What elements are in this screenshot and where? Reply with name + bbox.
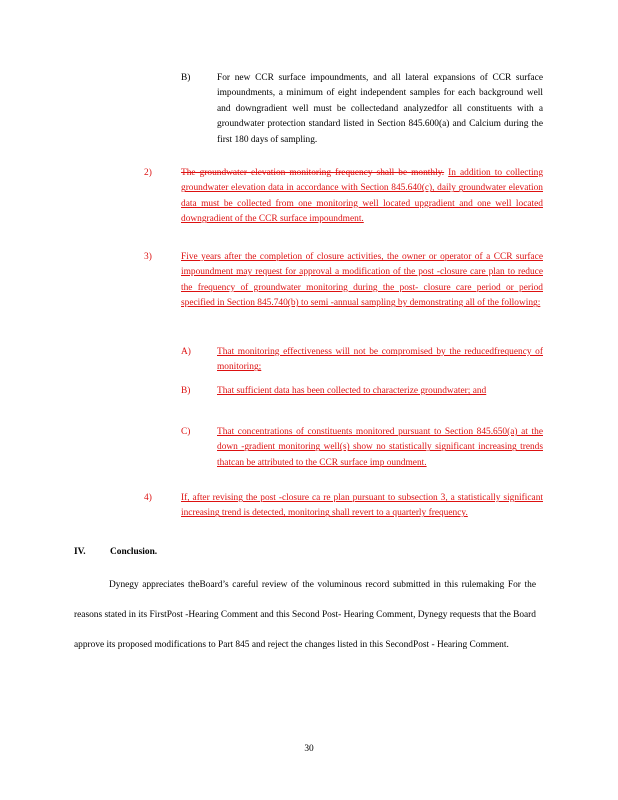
conclusion-paragraph: Dynegy appreciates theBoard’s careful review of the voluminous record submitted in this rulemaking For the reasons stated in its FirstPost -Hearing Comment and this Second Post- Hearing Comment, Dynegy requests that the Board approve its proposed modifications to Part 845 and reject the changes listed in this SecondPost - Hearing Comment. xyxy=(74,580,536,650)
inserted-text: That concentrations of constituents monitored pursuant to Section 845.650(a) at the down -gradient monitoring well(s) show no statistically significant increasing trends thatcan be attributed to the CCR surface imp oundment. xyxy=(217,427,543,468)
list-item-body xyxy=(181,166,543,228)
list-marker: 3) xyxy=(144,252,152,262)
inserted-text: Five years after the completion of closure activities, the owner or operator of a CCR surface impoundment may request for approval a modification of the post -closure care plan to reduce the frequency of groundwater monitoring during the post- closure care period or period specified in Section 845.740(b) to semi -annual sampling by demonstrating all of the following: xyxy=(181,252,543,309)
section-title: Conclusion. xyxy=(110,547,158,557)
list-marker: 4) xyxy=(144,493,152,503)
list-marker: C) xyxy=(181,427,191,437)
list-marker: A) xyxy=(181,347,191,357)
list-marker: B) xyxy=(181,73,191,83)
list-marker: 2) xyxy=(144,168,152,178)
list-marker: B) xyxy=(181,386,191,396)
inserted-text: That monitoring effectiveness will not be compromised by the reducedfrequency of monitoring; xyxy=(217,347,543,373)
section-number: IV. xyxy=(74,547,86,557)
list-item-text: For new CCR surface impoundments, and all lateral expansions of CCR surface impoundments, a minimum of eight independent samples for each background well and downgradient well must be collectedand analyzedfor all constituents with a groundwater protection standard listed in Section 845.600(a) and Calcium during the first 180 days of sampling. xyxy=(217,73,543,145)
deleted-text: The groundwater elevation monitoring frequency shall be monthly. xyxy=(181,168,445,178)
page-number: 30 xyxy=(304,744,314,754)
inserted-text: That sufficient data has been collected to characterize groundwater; and xyxy=(217,386,487,396)
inserted-text: If, after revising the post -closure ca re plan pursuant to subsection 3, a statistically significant increasing trend is detected, monitoring shall revert to a quarterly frequency. xyxy=(181,493,543,519)
inserted-text: In addition to collecting groundwater elevation data in accordance with Section 845.640(c), daily groundwater elevation data must be collected from one monitoring well located upgradient and one well located downgradient of the CCR surface impoundment. xyxy=(181,168,544,225)
